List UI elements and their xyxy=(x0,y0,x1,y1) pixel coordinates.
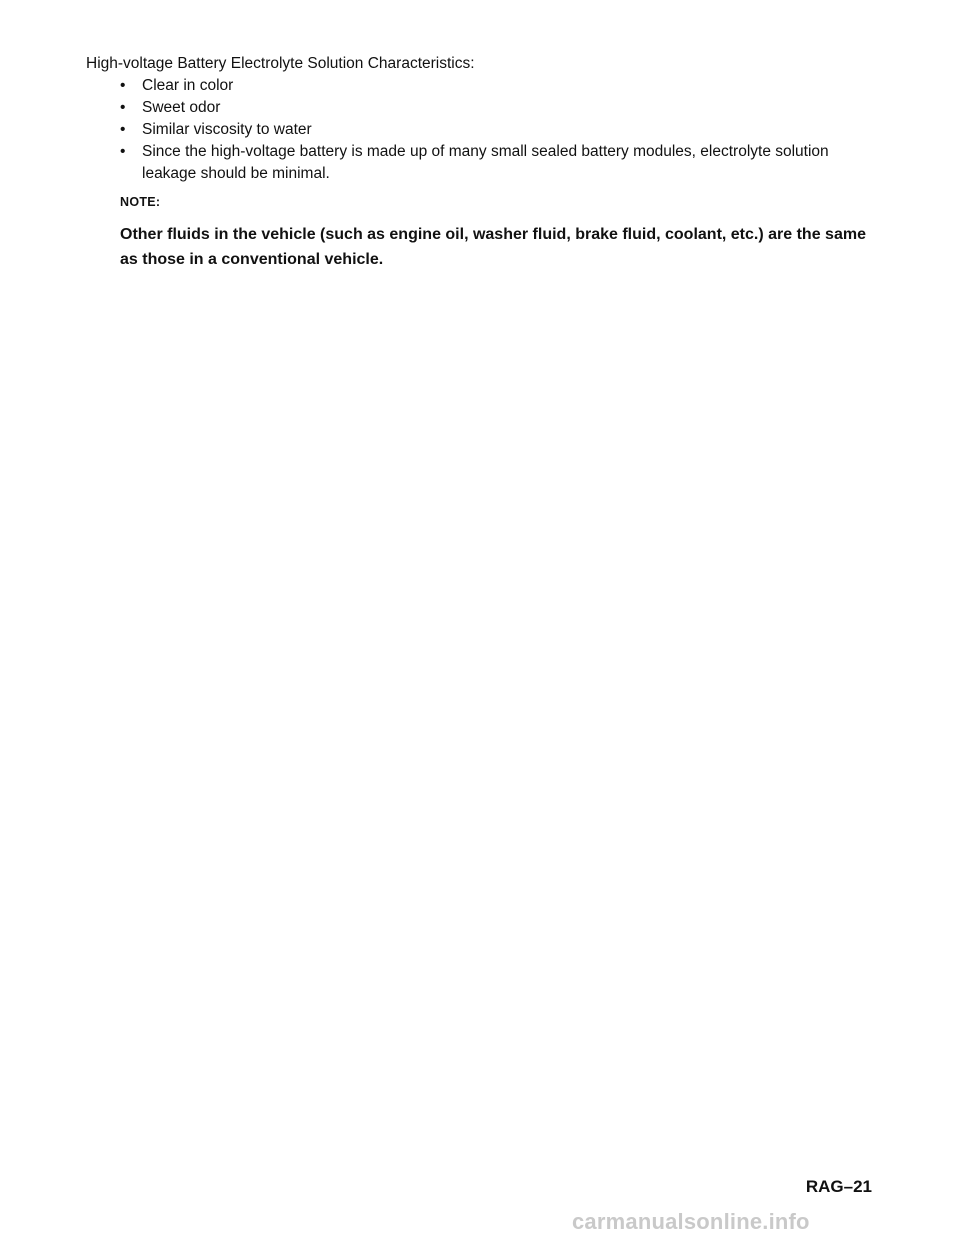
list-item xyxy=(120,119,880,141)
bullet-icon: • xyxy=(120,77,126,94)
characteristics-list xyxy=(120,75,880,185)
bullet-icon: • xyxy=(120,143,126,160)
list-item-text: Similar viscosity to water xyxy=(142,121,312,138)
section-intro: High-voltage Battery Electrolyte Solution Characteristics: xyxy=(86,55,475,72)
bullet-icon: • xyxy=(120,121,126,138)
list-item-text: Since the high-voltage battery is made up of many small sealed battery modules, electrolyte solution leakage should be minimal. xyxy=(142,143,829,182)
bullet-icon: • xyxy=(120,99,126,116)
note-label: NOTE: xyxy=(120,195,161,209)
watermark-link[interactable]: carmanualsonline.info xyxy=(572,1209,810,1234)
list-item-text: Clear in color xyxy=(142,77,234,94)
list-item xyxy=(120,75,880,97)
list-item xyxy=(120,141,880,185)
note-text: Other fluids in the vehicle (such as engine oil, washer fluid, brake fluid, coolant, etc.) are the same as those in a conventional vehicle. xyxy=(120,226,866,268)
page-number: RAG–21 xyxy=(805,1177,872,1196)
list-item xyxy=(120,97,880,119)
list-item-text: Sweet odor xyxy=(142,99,221,116)
